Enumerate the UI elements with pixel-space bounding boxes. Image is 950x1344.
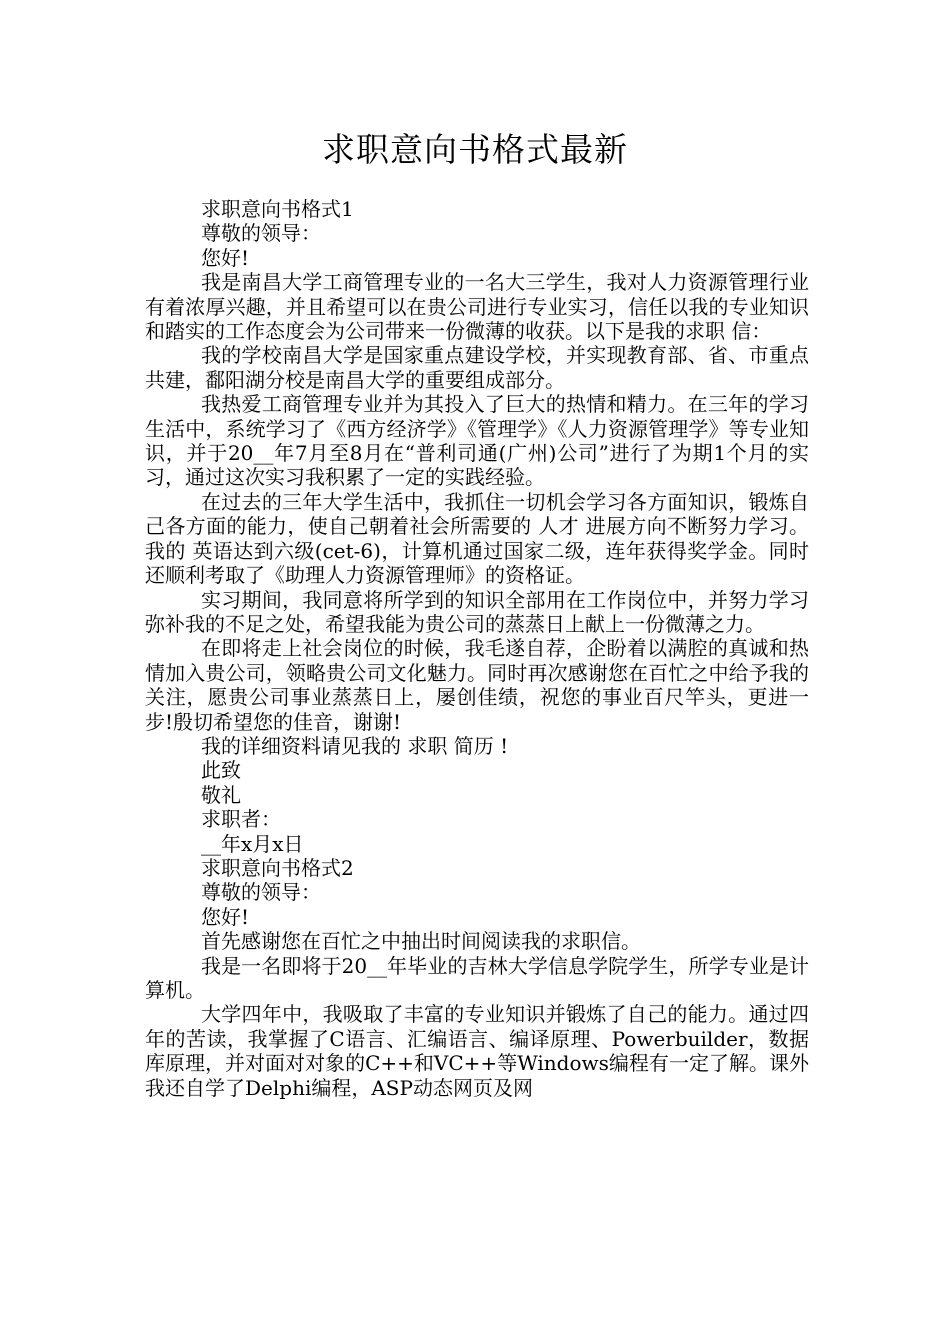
paragraph: __年x月x日 (201, 831, 304, 856)
paragraph: 我的学校南昌大学是国家重点建设学校，并实现教育部、省、市重点共建，鄱阳湖分校是南昌大学的重要组成部分。 (145, 343, 809, 392)
paragraph: 我的详细资料请见我的 求职 简历 ! (201, 733, 509, 758)
paragraph: 您好! (201, 245, 250, 270)
paragraph: 您好! (201, 904, 250, 929)
paragraph: 求职意向书格式1 (201, 197, 354, 221)
paragraph: 求职意向书格式2 (201, 855, 354, 880)
paragraph: 我是南昌大学工商管理专业的一名大三学生，我对人力资源管理行业有着浓厚兴趣，并且希望可以在贵公司进行专业实习，信任以我的专业知识和踏实的工作态度会为公司带来一份微薄的收获。以下是我的求职 信： (145, 270, 809, 344)
paragraph: 在即将走上社会岗位的时候，我毛遂自荐，企盼着以满腔的真诚和热情加入贵公司，领略贵公司文化魅力。同时再次感谢您在百忙之中给予我的关注，愿贵公司事业蒸蒸日上，屡创佳绩，祝您的事业百尺竿头，更进一步!殷切希望您的佳音，谢谢! (145, 636, 809, 734)
paragraph: 大学四年中，我吸取了丰富的专业知识并锻炼了自己的能力。通过四年的苦读，我掌握了C语言、汇编语言、编译原理、Powerbuilder，数据库原理，并对面对对象的C++和VC++等Windows编程有一定了解。课外我还自学了Delphi编程，ASP动态网页及网 (145, 1002, 809, 1100)
paragraph: 首先感谢您在百忙之中抽出时间阅读我的求职信。 (201, 929, 641, 954)
paragraph: 求职者： (201, 807, 281, 832)
paragraph: 在过去的三年大学生活中，我抓住一切机会学习各方面知识，锻炼自己各方面的能力，使自己朝着社会所需要的 人才 进展方向不断努力学习。我的 英语达到六级(cet-6)，计算机通过国家二级，连年获得奖学金。同时还顺利考取了《助理人力资源管理师》的资格证。 (145, 489, 809, 588)
paragraph: 实习期间，我同意将所学到的知识全部用在工作岗位中，并努力学习弥补我的不足之处，希望我能为贵公司的蒸蒸日上献上一份微薄之力。 (145, 587, 809, 636)
paragraph: 敬礼 (201, 782, 241, 807)
paragraph: 尊敬的领导： (201, 880, 321, 905)
paragraph: 此致 (201, 758, 241, 783)
document-title: 求职意向书格式最新 (322, 130, 628, 169)
paragraph: 尊敬的领导： (201, 221, 321, 246)
paragraph: 我热爱工商管理专业并为其投入了巨大的热情和精力。在三年的学习生活中，系统学习了《西方经济学》《管理学》《人力资源管理学》等专业知识，并于20__年7月至8月在“普利司通(广州)公司”进行了为期1个月的实习，通过这次实习我积累了一定的实践经验。 (145, 392, 809, 490)
document-body (145, 197, 809, 1100)
paragraph: 我是一名即将于20__年毕业的吉林大学信息学院学生，所学专业是计算机。 (145, 953, 809, 1002)
